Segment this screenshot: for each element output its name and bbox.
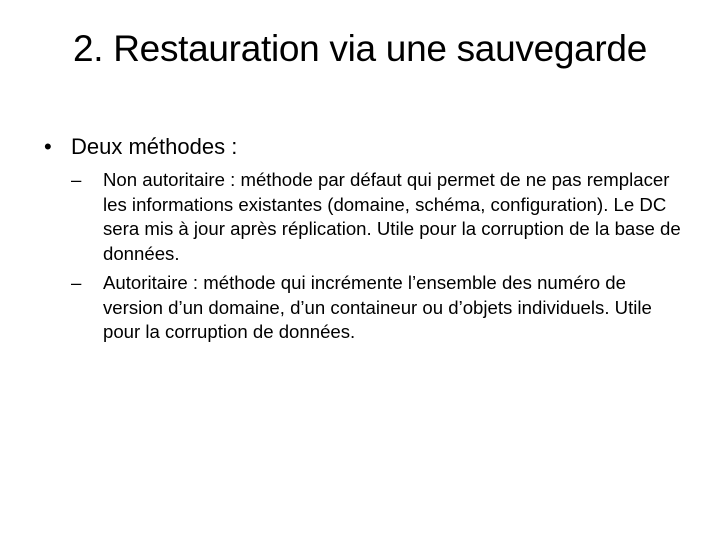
sub-bullet-item-non-autoritaire bbox=[71, 168, 681, 266]
sub-bullet-item-autoritaire bbox=[71, 271, 681, 345]
slide-title: 2. Restauration via une sauvegarde bbox=[73, 28, 647, 69]
dash-marker: – bbox=[71, 169, 82, 190]
bullet-marker: • bbox=[44, 134, 52, 159]
sub-bullet-text: Autoritaire : méthode qui incrémente l’ensemble des numéro de version d’un domaine, d’un containeur ou d’objets individuels. Utile pour la corruption de données. bbox=[103, 272, 652, 342]
dash-marker: – bbox=[71, 272, 82, 293]
slide-body bbox=[44, 132, 684, 350]
bullet-text: Deux méthodes : bbox=[71, 134, 238, 159]
sub-bullet-text: Non autoritaire : méthode par défaut qui permet de ne pas remplacer les informations existantes (domaine, schéma, configuration). Le DC sera mis à jour après réplication. Utile pour la corruption de la base de données. bbox=[103, 169, 681, 264]
sub-bullet-list bbox=[71, 168, 684, 345]
bullet-item bbox=[44, 132, 684, 162]
